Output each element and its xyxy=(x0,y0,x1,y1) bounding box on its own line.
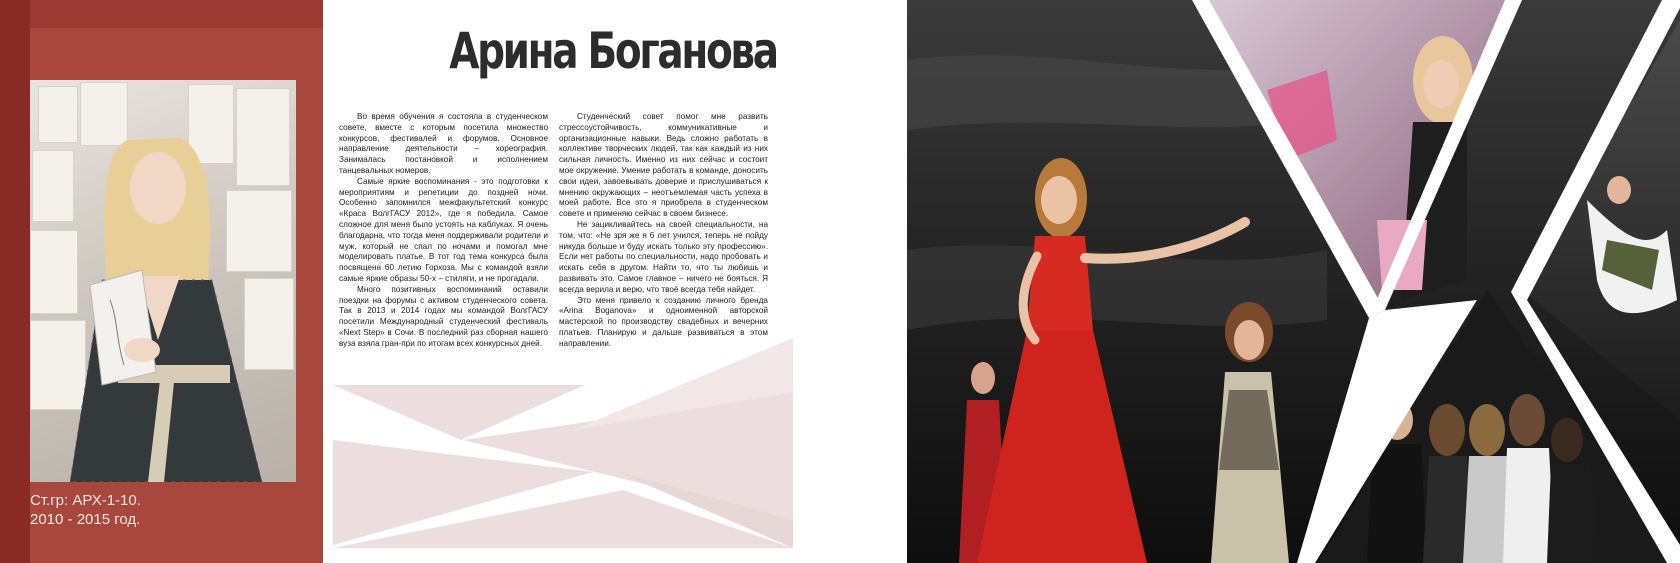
portrait-photo xyxy=(30,80,296,482)
article-title: Арина Боганова xyxy=(449,22,777,80)
paragraph: Много позитивных воспоминаний оставили поездки на форумы с активом студенческого совета. Так в 2013 и 2014 годах мы командой ВолгГАСУ посетили Международный студенческий фестиваль «Next Step» в Сочи. В последний раз сборная нашего вуза взяла гран-при по итогам всех конкурсных дней. xyxy=(339,284,548,348)
paragraph: Студенческий совет помог мне развить стрессоустойчивость, коммуникативные и организационные навыки. Ведь сложно работать в коллективе творческих людей, так как каждый из них сильная личность. Именно из них сейчас и состоит мое окружение. Умение работать в команде, доносить свои идеи, завоевывать доверие и прислушиваться к мнению окружающих – неотъемлемая часть успеха в моей работе. Все это я приобрела в студенческом совете и применяю сейчас в своем бизнесе. xyxy=(559,112,768,219)
paragraph: Самые яркие воспоминания - это подготовки к мероприятиям и репетиции до поздней ночи. Особенно запомнился межфакультетский конкурс «Краса ВолгГАСУ 2012», где я победила. Самое сложное для меня было устоять на каблуках. Я очень благодарна, что тогда меня поддерживали родители и муж, который не спал по ночами и помогал мне моделировать платье. В тот год тема конкурса была посвящена 60 летию Горхоза. Мы с командой взяли самые яркие образы 50-х – стиляги, и не прогадали. xyxy=(339,176,548,283)
stage-photo xyxy=(907,0,1680,563)
photo-collage xyxy=(907,0,1680,563)
article-column-1 xyxy=(339,112,548,350)
article-page xyxy=(323,0,907,563)
paragraph: Не зацикливайтесь на своей специальности, на том, что: «Не зря же я 6 лет учился, теперь не пойду никуда больше и буду искать только эту профессию». Если нет работы по специальности, надо пробовать и искать себя в другом. Найти то, что ты любишь и развивать это. Самое главное – ничего не бояться. Я всегда верила и верю, что твоё всегда тебя найдет. xyxy=(559,219,768,294)
caption-group: Ст.гр: АРХ-1-10. xyxy=(30,492,141,509)
caption xyxy=(30,491,141,529)
article-column-2 xyxy=(559,112,768,350)
woman-figure xyxy=(30,80,296,482)
caption-years: 2010 - 2015 год. xyxy=(30,511,141,528)
paragraph: Это меня привело к созданию личного бренда «Arina Boganova» и одноименной авторской мастерской по производству свадебных и вечерних платьев. Планирую и дальше развиваться в этом направлении. xyxy=(559,295,768,348)
paragraph: Во время обучения я состояла в студенческом совете, вместе с которым посетила множество конкурсов, фестивалей и форумов. Основное направление деятельности – хореография. Занималась постановкой и исполнением танцевальных номеров. xyxy=(339,112,548,175)
portrait-panel xyxy=(0,0,323,563)
